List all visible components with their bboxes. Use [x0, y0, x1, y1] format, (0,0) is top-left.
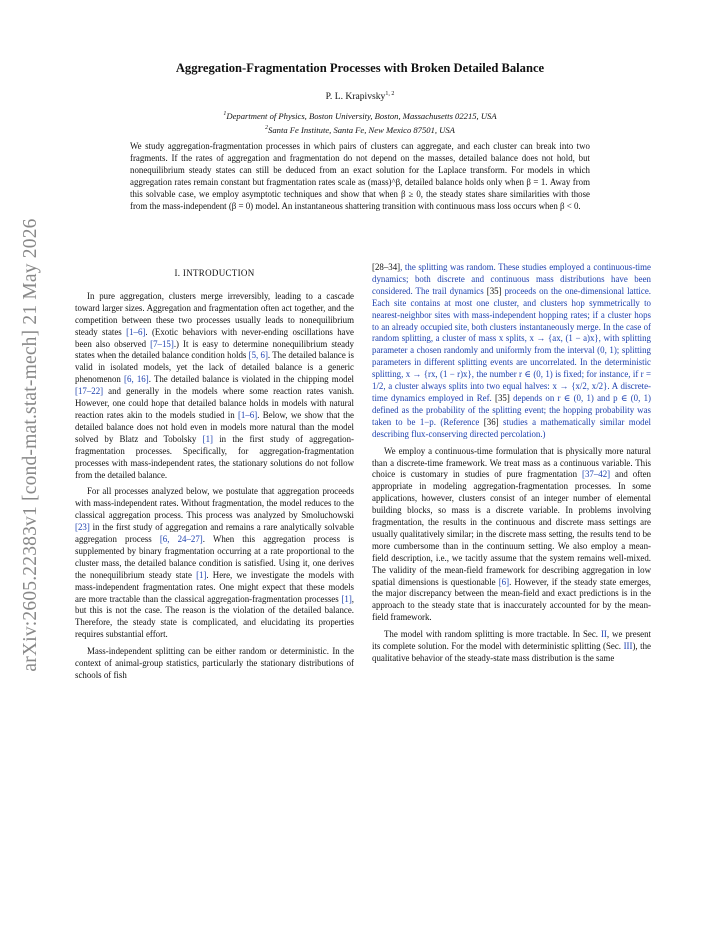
paragraph-text: [28–34]: [372, 262, 401, 272]
citation-link[interactable]: [6, 24–27]: [159, 534, 203, 545]
paragraph: [372, 446, 651, 625]
paragraph-text: For all processes analyzed below, we postulate that aggregation proceeds with mass-independent rates. Without fragmentation, the model reduces to the classical aggregation process. This process was analyzed by Smoluchowski: [75, 486, 354, 521]
paragraph-text: [35]: [486, 285, 502, 296]
citation-link[interactable]: [17–22]: [75, 386, 104, 397]
paragraph-text: . However, if the steady state emerges, the major discrepancy between the mean-field and exact predictions is in the approach to the steady state that is inaccurately accounted for by the mean-field framework.: [372, 576, 652, 623]
paragraph: [372, 629, 651, 665]
paragraph-text: .) It is easy to determine nonequilibrium steady states when the detailed balance condition holds: [75, 338, 354, 361]
paragraph-text: . Here, we investigate the models with mass-independent fragmentation rates. One might expect that these models are more tractable than the classical aggregation-fragmentation processes: [75, 569, 354, 604]
citation-link[interactable]: [5, 6]: [248, 350, 268, 361]
paragraph: [372, 262, 651, 441]
affiliation-1: $^1$Department of Physics, Boston University, Boston, Massachusetts 02215, USA: [223, 110, 497, 121]
citation-link[interactable]: II: [600, 629, 607, 640]
citation-link[interactable]: [1–6]: [237, 409, 258, 420]
paragraph-text: in the first study of aggregation-fragmentation processes. Specifically, for aggregation-fragmentation processes with mass-independent rates, the stationary solutions do not follow from the detailed balance.: [75, 433, 355, 480]
citation-link[interactable]: [6, 16]: [124, 374, 149, 385]
citation-link[interactable]: studies a mathematically similar model describing flux-conserving directed percolation.): [372, 416, 651, 439]
citation-link[interactable]: [6]: [498, 576, 510, 587]
author-affiliation-marks: 1, 2: [385, 91, 395, 97]
left-column: [75, 262, 354, 682]
section-heading-introduction: I. INTRODUCTION: [174, 268, 255, 278]
affiliations: [60, 108, 660, 137]
paragraph-text: The model with random splitting is more tractable. In Sec.: [384, 629, 601, 640]
paragraph-text: . Below, we show that the detailed balance does not hold even in models more natural than the model solved by Blatz and Tobolsky: [75, 409, 354, 444]
paragraph-text: In pure aggregation, clusters merge irreversibly, leading to a cascade toward larger sizes. Aggregation and fragmentation often act together, and the competition between these two processes usually leads to nonequilibrium steady states: [75, 290, 354, 337]
paper-title: Aggregation-Fragmentation Processes with Broken Detailed Balance: [175, 61, 545, 75]
paragraph: Mass-independent splitting can be either random or deterministic. In the context of animal-group statistics, particularly the stationary distributions of schools of fish: [75, 646, 354, 680]
paragraph-text: , we present its complete solution. For the model with deterministic splitting (Sec.: [372, 629, 651, 652]
arxiv-sidebar-stamp: [14, 210, 48, 680]
paragraph-text: [35]: [495, 392, 510, 403]
citation-link[interactable]: [1]: [202, 433, 213, 444]
author-name: P. L. Krapivsky: [325, 91, 386, 103]
citation-link[interactable]: depends on r ∈ (0, 1) and p ∈ (0, 1) defined as the probability of the splitting event; the hopping probability was taken to be 1−p. (Reference: [372, 392, 651, 427]
paragraph-text: We employ a continuous-time formulation that is physically more natural than a discrete-time framework. We treat mass as a continuous variable. This choice is customary in studies of pure fragmentation: [372, 445, 651, 480]
paragraph-text: , but this is not the case. The reason is the violation of the detailed balance. Therefore, the steady state is complicated, and elucidating its properties requires substantial effort.: [75, 593, 354, 640]
paragraph-text: . (Exotic behaviors with never-ending oscillations have been also observed: [75, 326, 354, 349]
citation-link[interactable]: III: [623, 641, 633, 652]
paragraph-text: [36]: [483, 416, 499, 427]
paragraph-text: and generally in the models where some reaction rates vanish. However, one could hope that detailed balance holds in models with natural reaction rates akin to the models studied in: [75, 386, 354, 420]
arxiv-identifier: arXiv:2605.22383v1 [cond-mat.stat-mech] 21 May 2026: [20, 218, 41, 672]
paragraph-text: . The detailed balance is violated in the chipping model: [148, 374, 354, 385]
paragraph-text: ), the qualitative behavior of the steady-state mass distribution is the same: [372, 641, 651, 663]
paragraph-text: in the first study of aggregation and remains a rare analytically solvable aggregation process: [75, 522, 354, 545]
citation-link[interactable]: proceeds on the one-dimensional lattice. Each site contains at most one cluster, and clusters hop symmetrically to nearest-neighbor sites with mass-independent hopping rates; if a cluster hops to an already occupied site, both clusters instantaneously merge. In the case of random splitting, a cluster of mass x splits, x → {ax, (1 − a)x}, with splitting parameter a chosen randomly and uniformly from the interval (0, 1); splitting parameters in different splitting events are uncorrelated. In the deterministic splitting, x → {rx, (1 − r)x}, the number r ∈ (0, 1) is fixed; for instance, if r = 1/2, a cluster always splits into two equal halves: x → {x/2, x/2}. A discrete-time dynamics employed in Ref.: [372, 285, 651, 403]
author-line: [60, 91, 660, 102]
paragraph: [75, 291, 354, 482]
paragraph-text: . When this aggregation process is supplemented by binary fragmentation occurring at a rate proportional to the cluster mass, the detailed balance condition is satisfied. Using it, one derives the nonequilibrium steady state: [75, 534, 355, 580]
paragraph-text: . The detailed balance is valid in isolated models, yet the lack of detailed balance is a generic phenomenon: [75, 350, 354, 385]
affiliation-2: $^2$Santa Fe Institute, Santa Fe, New Mexico 87501, USA: [265, 125, 455, 136]
citation-link[interactable]: [1–6]: [126, 326, 146, 337]
citation-link[interactable]: [23]: [75, 522, 90, 533]
citation-link[interactable]: [1]: [341, 593, 352, 604]
citation-link[interactable]: [1]: [196, 569, 207, 580]
paragraph-text: and often appropriate in modeling aggregation-fragmentation processes. In some applications, however, clusters consist of an integer number of elemental building blocks, so mass is a discrete variable. In problems involving fragmentation, the results in the continuous and discrete mass settings are usually qualitatively similar; in the discrete mass setting, the results tend to be more cumbersome than in the continuum setting. We also employ a mean-field description, i.e., we tacitly assume that the system remains well-mixed. The validity of the mean-field framework for describing aggregation in low spatial dimensions is questionable: [372, 469, 651, 587]
citation-link[interactable]: [37–42]: [581, 469, 611, 480]
citation-link[interactable]: [7–15]: [150, 338, 174, 349]
citation-link[interactable]: , the splitting was random. These studies employed a continuous-time dynamics; both discrete and continuous mass distributions have been considered. The trail dynamics: [372, 262, 651, 296]
abstract: We study aggregation-fragmentation processes in which pairs of clusters can aggregate, and each cluster can break into two fragments. If the rates of aggregation and fragmentation do not depend on the masses, detailed balance does not hold, but nonequilibrium steady states can still be deduced from an exact solution for the Laplace transform. For models in which aggregation rates remain constant but fragmentation rates scale as (mass)^β, detailed balance holds only when β = 1. Away from this solvable case, we employ asymptotic techniques and show that when β ≥ 0, the steady states share similarities with those from the mass-independent (β = 0) model. An instantaneous shattering transition with continuous mass loss occurs when β < 0.: [130, 141, 590, 211]
right-column: [372, 262, 651, 665]
paragraph: [75, 486, 354, 641]
